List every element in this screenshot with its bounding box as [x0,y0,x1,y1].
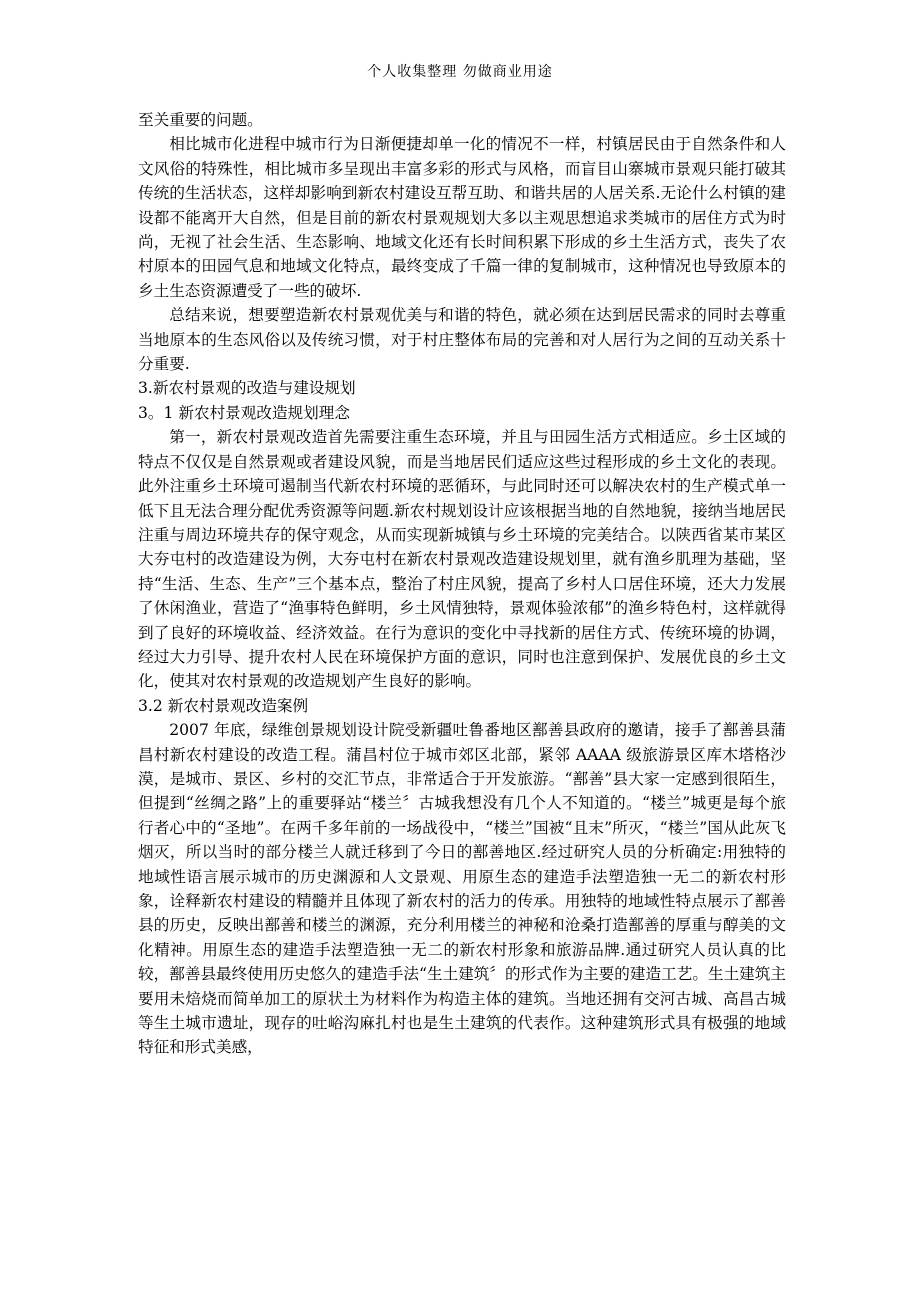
paragraph: 总结来说，想要塑造新农村景观优美与和谐的特色，就必须在达到居民需求的同时去尊重当地原本的生态风俗以及传统习惯，对于村庄整体布局的完善和对人居行为之间的互动关系十分重要. [138,306,786,374]
paragraph: 第一，新农村景观改造首先需要注重生态环境，并且与田园生活方式相适应。乡土区域的特点不仅仅是自然景观或者建设风貌，而是当地居民们适应这些过程形成的乡土文化的表现。此外注重乡土环境可遏制当代新农村环境的恶循环，与此同时还可以解决农村的生产模式单一低下且无法合理分配优秀资源等问题.新农村规划设计应该根据当地的自然地貌，接纳当地居民注重与周边环境共存的保守观念，从而实现新城镇与乡土环境的完美结合。以陕西省某市某区大夯屯村的改造建设为例，大夯屯村在新农村景观改造建设规划里，就有渔乡肌理为基础，坚持“生活、生态、生产”三个基本点，整治了村庄风貌，提高了乡村人口居住环境，还大力发展了休闲渔业，营造了“渔事特色鲜明，乡土风情独特，景观体验浓郁”的渔乡特色村，这样就得到了良好的环境收益、经济效益。在行为意识的变化中寻找新的居住方式、传统环境的协调，经过大力引导、提升农村人民在环境保护方面的意识，同时也注意到保护、发展优良的乡土文化，使其对农村景观的改造规划产生良好的影响。 [138,428,786,691]
page-header: 个人收集整理 勿做商业用途 [367,64,553,80]
document-body [138,108,786,1060]
paragraph: 相比城市化进程中城市行为日渐便捷却单一化的情况不一样，村镇居民由于自然条件和人文风俗的特殊性，相比城市多呈现出丰富多彩的形式与风格，而盲目山寨城市景观只能打破其传统的生活状态，这样却影响到新农村建设互帮互助、和谐共居的人居关系.无论什么村镇的建设都不能离开大自然，但是目前的新农村景观规划大多以主观思想追求类城市的居住方式为时尚，无视了社会生活、生态影响、地域文化还有长时间积累下形成的乡土生活方式，丧失了农村原本的田园气息和地域文化特点，最终变成了千篇一律的复制城市，这种情况也导致原本的乡土生态资源遭受了一些的破坏. [138,135,786,300]
section-heading: 3.新农村景观的改造与建设规划 [138,379,356,398]
paragraph: 2007 年底，绿维创景规划设计院受新疆吐鲁番地区鄯善县政府的邀请，接手了鄯善县蒲昌村新农村建设的改造工程。蒲昌村位于城市郊区北部，紧邻 AAAA 级旅游景区库木塔格沙漠，是城市、景区、乡村的交汇节点，非常适合于开发旅游。“鄯善”县大家一定感到很陌生，但提到“丝绸之路”上的重要驿站“楼兰〞古城我想没有几个人不知道的。“楼兰”城更是每个旅行者心中的“圣地”。在两千多年前的一场战役中，“楼兰”国被“且末”所灭，“楼兰”国从此灰飞烟灭，所以当时的部分楼兰人就迁移到了今日的鄯善地区.经过研究人员的分析确定:用独特的地域性语言展示城市的历史渊源和人文景观、用原生态的建造手法塑造独一无二的新农村形象，诠释新农村建设的精髓并且体现了新农村的活力的传承。用独特的地域性特点展示了鄯善县的历史，反映出鄯善和楼兰的渊源，充分利用楼兰的神秘和沧桑打造鄯善的厚重与醇美的文化精神。用原生态的建造手法塑造独一无二的新农村形象和旅游品牌.通过研究人员认真的比较，鄯善县最终使用历史悠久的建造手法“生土建筑〞的形式作为主要的建造工艺。生土建筑主要用未焙烧而简单加工的原状土为材料作为构造主体的建筑。当地还拥有交河古城、高昌古城等生土城市遗址，现存的吐峪沟麻扎村也是生土建筑的代表作。这种建筑形式具有极强的地域特征和形式美感， [138,721,786,1057]
subsection-heading: 3。1 新农村景观改造规划理念 [138,403,350,422]
paragraph-continuation: 至关重要的问题。 [138,111,263,129]
subsection-heading: 3.2 新农村景观改造案例 [138,696,309,715]
